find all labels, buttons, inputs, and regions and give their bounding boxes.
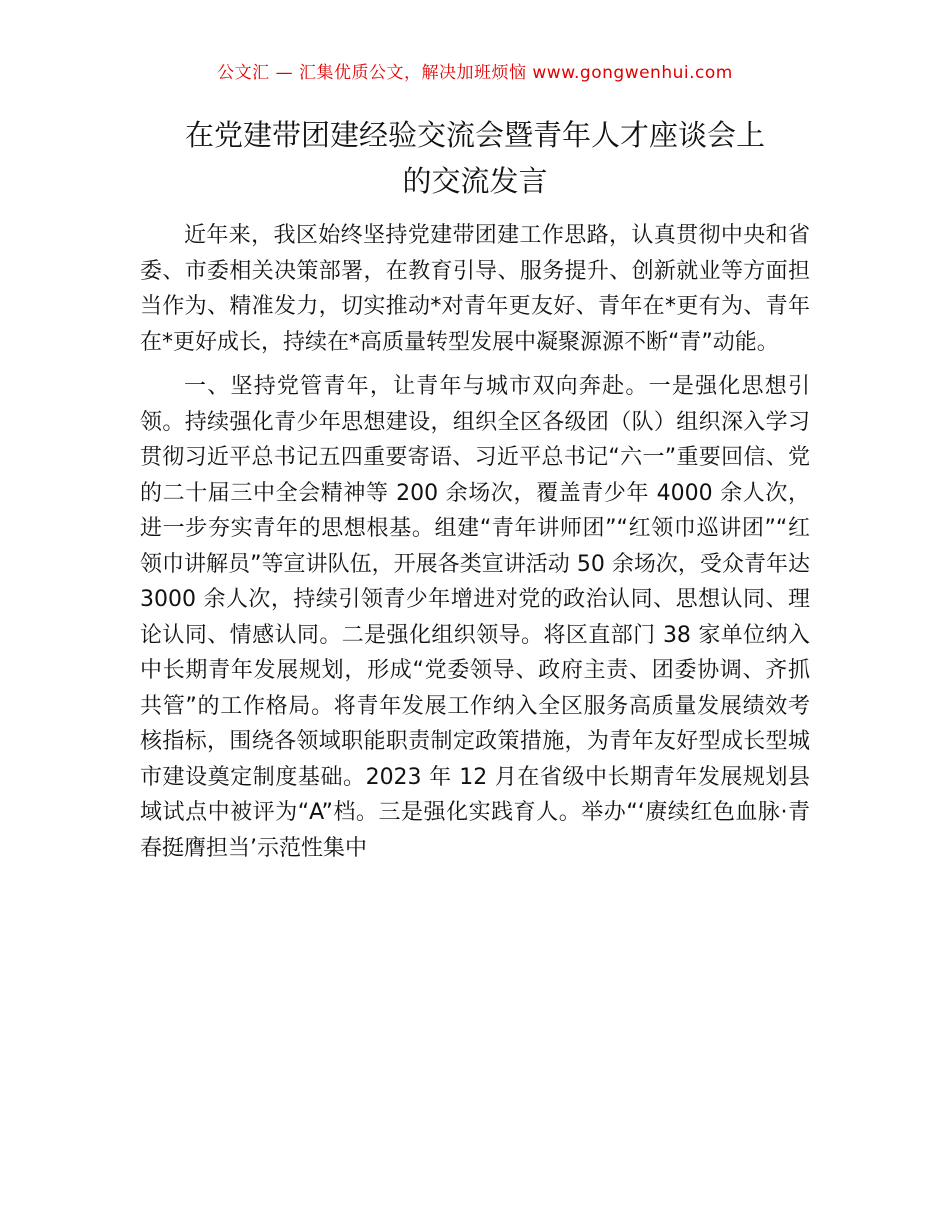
title-line-2: 的交流发言	[402, 164, 548, 198]
document-body	[140, 218, 810, 875]
paragraph-section-one: 一、坚持党管青年，让青年与城市双向奔赴。一是强化思想引领。持续强化青少年思想建设，组织全区各级团（队）组织深入学习贯彻习近平总书记五四重要寄语、习近平总书记“六一”重要回信、党的二十届三中全会精神等 200 余场次，覆盖青少年 4000 余人次，进一步夯实青年的思想根基。组建“青年讲师团”“红领巾巡讲团”“红领巾讲解员”等宣讲队伍，开展各类宣讲活动 50 余场次，受众青年达 3000 余人次，持续引领青少年增进对党的政治认同、思想认同、理论认同、情感认同。二是强化组织领导。将区直部门 38 家单位纳入中长期青年发展规划，形成“党委领导、政府主责、团委协调、齐抓共管”的工作格局。将青年发展工作纳入全区服务高质量发展绩效考核指标，围绕各领域职能职责制定政策措施，为青年友好型成长型城市建设奠定制度基础。2023 年 12 月在省级中长期青年发展规划县域试点中被评为“A”档。三是强化实践育人。举办“‘赓续红色血脉·青春挺膺担当’示范性集中	[140, 374, 810, 861]
document-title	[140, 112, 810, 204]
site-watermark: 公文汇 — 汇集优质公文，解决加班烦恼 www.gongwenhui.com	[217, 63, 733, 83]
title-line-1: 在党建带团建经验交流会暨青年人才座谈会上	[184, 118, 765, 152]
paragraph-intro: 近年来，我区始终坚持党建带团建工作思路，认真贯彻中央和省委、市委相关决策部署，在教育引导、服务提升、创新就业等方面担当作为、精准发力，切实推动*对青年更友好、青年在*更有为、青年在*更好成长，持续在*高质量转型发展中凝聚源源不断“青”动能。	[140, 223, 810, 355]
